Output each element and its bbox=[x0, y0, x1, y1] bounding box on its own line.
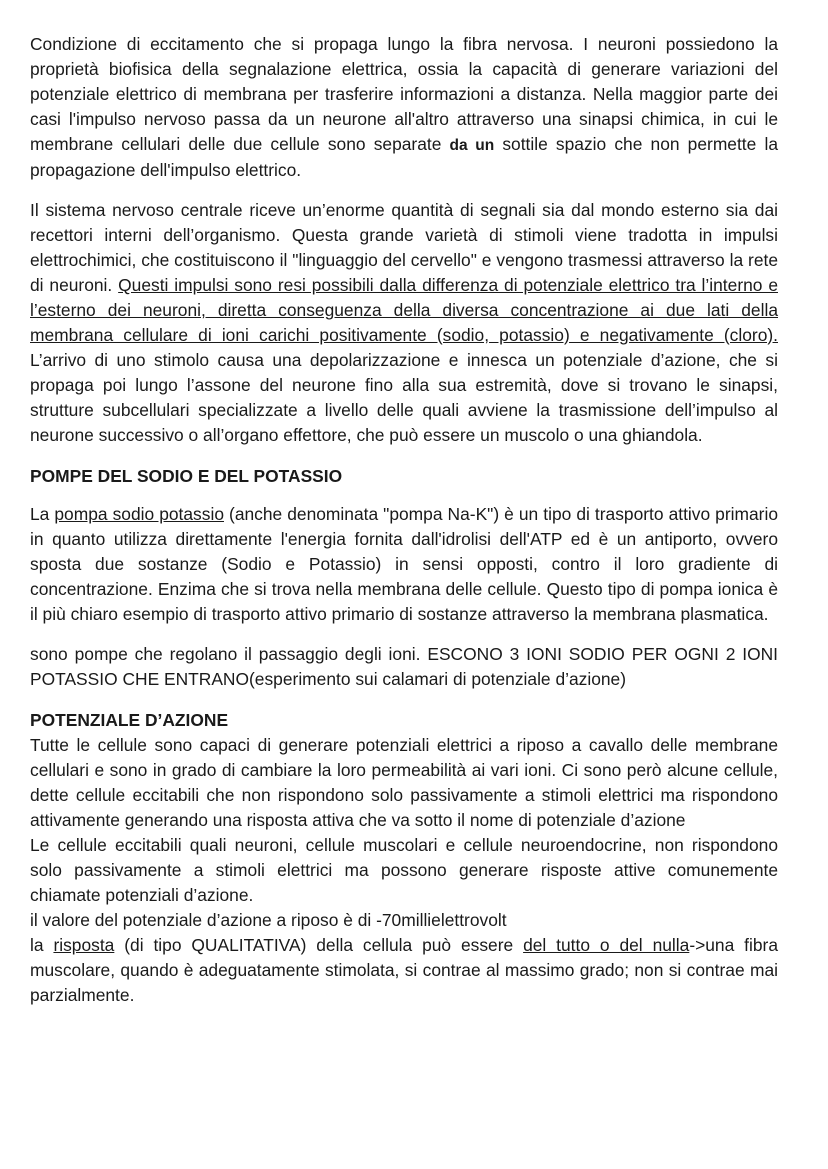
paragraph-excitable-cells: Tutte le cellule sono capaci di generare potenziali elettrici a riposo a cavallo delle membrane cellulari e sono in grado di cambiare la loro permeabilità ai vari ioni. Ci sono però alcune cellule, dette cellule eccitabili che non rispondono solo passivamente a stimoli elettrici ma rispondono attivamente generando una risposta attiva che va sotto il nome di potenziale d’azione bbox=[30, 735, 778, 830]
paragraph-excitation: Condizione di eccitamento che si propaga lungo la fibra nervosa. I neuroni possiedono la proprietà biofisica della segnalazione elettrica, ossia la capacità di generare variazioni del potenziale elettrico di membrana per trasferire informazioni a distanza. Nella maggior parte dei casi l'impulso nervoso passa da un neurone all'altro attraverso una sinapsi chimica, in cui le membrane cellulari delle due cellule sono separate da un sottile spazio che non permette la propagazione dell'impulso elettrico. bbox=[30, 34, 778, 180]
heading-sodium-potassium-pumps: POMPE DEL SODIO E DEL POTASSIO bbox=[30, 466, 343, 486]
paragraph-resting-value: il valore del potenziale d’azione a riposo è di -70millielettrovolt bbox=[30, 910, 507, 930]
paragraph-all-or-none: la risposta (di tipo QUALITATIVA) della cellula può essere del tutto o del nulla->una fibra muscolare, quando è adeguatamente stimolata, si contrae al massimo grado; non si contrae mai parzialmente. bbox=[30, 935, 778, 1005]
underlined-response: risposta bbox=[53, 935, 115, 955]
document-page bbox=[30, 32, 778, 1008]
paragraph-pump: La pompa sodio potassio (anche denominata "pompa Na-K") è un tipo di trasporto attivo primario in quanto utilizza direttamente l'energia fornita dall'idrolisi dell'ATP ed è un antiporto, ovvero sposta due sostanze (Sodio e Potassio) in sensi opposti, contro il loro gradiente di concentrazione. Enzima che si trova nella membrana delle cellule. Questo tipo di pompa ionica è il più chiaro esempio di trasporto attivo primario di sostanze attraverso la membrana plasmatica. bbox=[30, 504, 778, 624]
paragraph-nervous-system: Il sistema nervoso centrale riceve un’enorme quantità di segnali sia dal mondo esterno sia dai recettori interni dell’organismo. Questa grande varietà di stimoli viene tradotta in impulsi elettrochimici, che costituiscono il "linguaggio del cervello" e vengono trasmessi attraverso la rete di neuroni. Questi impulsi sono resi possibili dalla differenza di potenziale elettrico tra l’interno e l’esterno dei neuroni, diretta conseguenza della diversa concentrazione ai due lati della membrana cellulare di ioni carichi positivamente (sodio, potassio) e negativamente (cloro). L’arrivo di uno stimolo causa una depolarizzazione e innesca un potenziale d’azione, che si propaga poi lungo l’assone del neurone fino alla sua estremità, dove si trovano le sinapsi, strutture subcellulari specializzate a livello delle quali avviene la trasmissione dell’impulso al neurone successivo o all’organo effettore, che può essere un muscolo o una ghiandola. bbox=[30, 200, 778, 445]
underlined-pump: pompa sodio potassio bbox=[54, 504, 224, 524]
underlined-all-or-none: del tutto o del nulla bbox=[523, 935, 690, 955]
paragraph-excitable-types: Le cellule eccitabili quali neuroni, cellule muscolari e cellule neuroendocrine, non rispondono solo passivamente a stimoli elettrici ma possono generare risposte attive comunemente chiamate potenziali d’azione. bbox=[30, 835, 778, 905]
heading-action-potential: POTENZIALE D’AZIONE bbox=[30, 710, 229, 730]
underlined-impulses: Questi impulsi sono resi possibili dalla differenza di potenziale elettrico tra l’interno e l’esterno dei neuroni, diretta conseguenza della diversa concentrazione ai due lati della membrana cellulare di ioni carichi positivamente (sodio, potassio) e negativamente (cloro). bbox=[30, 275, 778, 345]
paragraph-ions: sono pompe che regolano il passaggio degli ioni. ESCONO 3 IONI SODIO PER OGNI 2 IONI POTASSIO CHE ENTRANO(esperimento sui calamari di potenziale d’azione) bbox=[30, 644, 778, 689]
bold-fragment: da un bbox=[449, 137, 495, 154]
